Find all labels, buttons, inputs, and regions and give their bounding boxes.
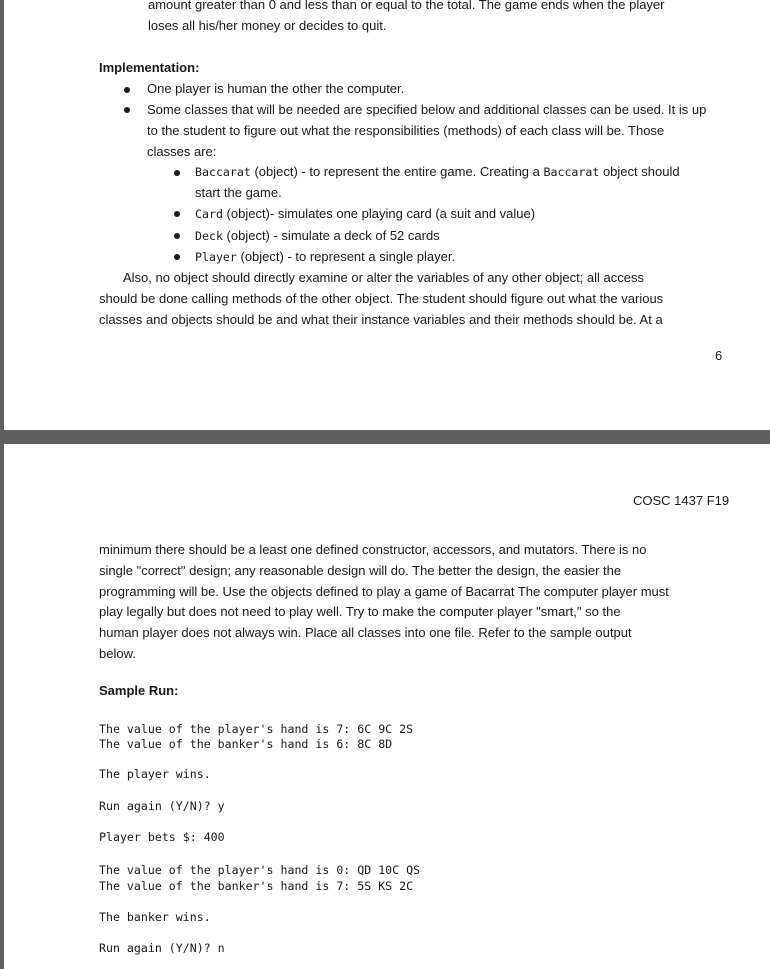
class-desc: object should — [599, 164, 680, 179]
document-page-7 — [4, 444, 770, 969]
class-item-player — [195, 249, 455, 265]
paragraph-line: programming will be. Use the objects defined to play a game of Bacarrat The computer player must — [99, 584, 669, 599]
paragraph-line: classes and objects should be and what their instance variables and their methods should be. At a — [99, 312, 663, 327]
paragraph-line: single "correct" design; any reasonable design will do. The better the design, the easier the — [99, 563, 622, 578]
paragraph-line: Also, no object should directly examine or alter the variables of any other object; all access — [123, 270, 644, 285]
paragraph-line: minimum there should be a least one defined constructor, accessors, and mutators. There is no — [99, 542, 647, 557]
sample-output-line: Run again (Y/N)? y — [99, 799, 225, 813]
class-name: Card — [195, 207, 223, 221]
bullet-continuation: classes are: — [147, 144, 217, 159]
class-item-continuation: start the game. — [195, 185, 282, 200]
sample-output-line: Run again (Y/N)? n — [99, 941, 225, 955]
paragraph-line: should be done calling methods of the other object. The student should figure out what the various — [99, 291, 664, 306]
implementation-heading: Implementation: — [99, 60, 200, 75]
sample-output-line: The banker wins. — [99, 910, 211, 924]
bullet-icon — [174, 211, 180, 217]
class-desc: (object)- simulates one playing card (a suit and value) — [222, 206, 536, 221]
bullet-icon — [174, 254, 180, 260]
bullet-icon — [124, 87, 130, 93]
class-name: Player — [195, 250, 237, 264]
class-item-baccarat — [195, 164, 680, 180]
paragraph-line: below. — [99, 646, 136, 661]
class-item-card — [195, 206, 535, 222]
page-number: 6 — [715, 348, 723, 363]
continuation-line: loses all his/her money or decides to quit. — [148, 18, 387, 33]
sample-output-line: The value of the banker's hand is 6: 8C 8D — [99, 737, 393, 751]
bullet-icon — [174, 170, 180, 176]
class-desc: (object) - to represent the entire game. Creating a — [250, 164, 544, 179]
page-header: COSC 1437 F19 — [633, 493, 730, 508]
paragraph-line: human player does not always win. Place all classes into one file. Refer to the sample output — [99, 625, 632, 640]
bullet-continuation: to the student to figure out what the responsibilities (methods) of each class will be. Those — [147, 123, 665, 138]
continuation-line: amount greater than 0 and less than or equal to the total. The game ends when the player — [148, 0, 665, 12]
sample-output-line: The player wins. — [99, 767, 211, 781]
class-name: Baccarat — [543, 165, 600, 179]
bullet-icon — [124, 107, 130, 113]
class-desc: (object) - simulate a deck of 52 cards — [222, 228, 440, 243]
bullet-item: Some classes that will be needed are specified below and additional classes can be used. It is up — [147, 102, 707, 117]
document-page-6 — [4, 0, 770, 430]
class-name: Baccarat — [195, 165, 251, 179]
sample-run-heading: Sample Run: — [99, 683, 179, 698]
sample-output-line: Player bets $: 400 — [99, 830, 225, 844]
class-name: Deck — [195, 229, 223, 243]
sample-output-line: The value of the player's hand is 0: QD 10C QS — [99, 863, 421, 877]
sample-output-line: The value of the player's hand is 7: 6C 9C 2S — [99, 722, 414, 736]
paragraph-line: play legally but does not need to play well. Try to make the computer player "smart," so the — [99, 604, 621, 619]
bullet-icon — [174, 233, 180, 239]
class-item-deck — [195, 228, 440, 244]
sample-output-line: The value of the banker's hand is 7: 5S KS 2C — [99, 879, 414, 893]
class-desc: (object) - to represent a single player. — [236, 249, 456, 264]
bullet-item: One player is human the other the computer. — [147, 81, 405, 96]
